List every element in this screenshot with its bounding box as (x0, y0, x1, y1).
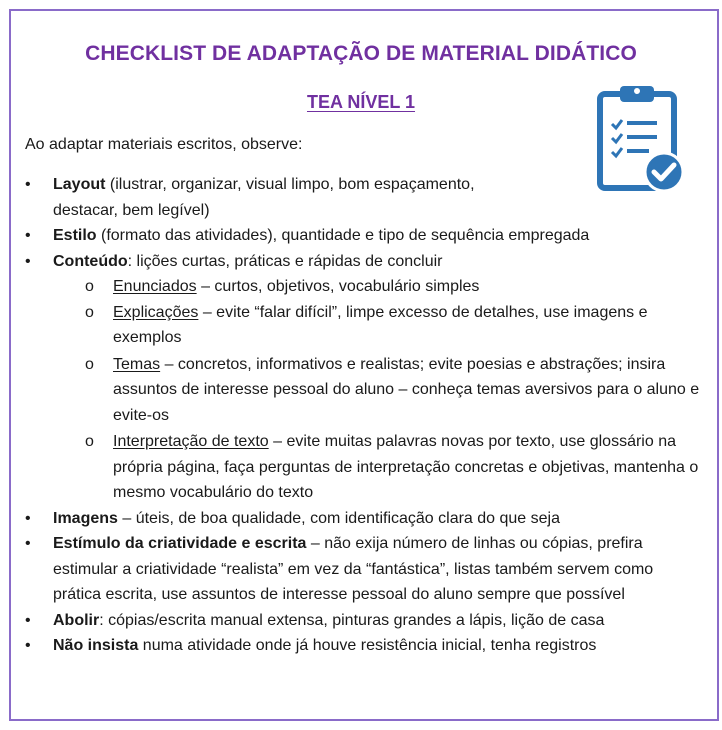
sublist-item-temas (25, 352, 705, 429)
bullet: • (25, 227, 31, 244)
item-text: : cópias/escrita manual extensa, pinturas grandes a lápis, lição de casa (99, 611, 605, 629)
sub-bullet: o (85, 303, 94, 321)
list-item-conteudo (25, 249, 705, 275)
checklist (25, 172, 705, 659)
item-term: Não insista (53, 637, 139, 654)
item-text-continued: destacar, bem legível) (53, 201, 210, 219)
sub-text: – evite “falar difícil”, limpe excesso de detalhes, use imagens e exemplos (113, 303, 648, 346)
subtitle-text: TEA NÍVEL 1 (306, 92, 416, 112)
bullet: • (25, 509, 31, 527)
sub-term: Enunciados (113, 278, 197, 295)
sub-bullet: o (85, 355, 94, 373)
sub-bullet: o (85, 278, 94, 295)
bullet: • (25, 176, 31, 193)
page-title: CHECKLIST DE ADAPTAÇÃO DE MATERIAL DIDÁTICO (85, 42, 637, 65)
intro-text: Ao adaptar materiais escritos, observe: (25, 136, 303, 153)
item-text: – não exija número de linhas ou cópias, prefira estimular a criatividade “realista” em vez da “fantástica”, listas também servem como prática escrita, use assuntos de interesse pessoal do aluno sempre que possível (53, 535, 654, 603)
list-item-abolir (25, 608, 705, 634)
sublist-item-explicacoes (25, 300, 705, 351)
sub-text: – curtos, objetivos, vocabulário simples (196, 278, 480, 295)
item-text: (formato das atividades), quantidade e tipo de sequência empregada (96, 227, 590, 244)
list-item-imagens (25, 506, 705, 532)
bullet: • (25, 637, 31, 654)
sub-text: – evite muitas palavras novas por texto, use glossário na própria página, faça perguntas de interpretação concretas e objetivas, mantenha o mesmo vocabulário do texto (113, 433, 699, 501)
item-term: Estilo (53, 227, 97, 244)
list-item-layout (25, 172, 573, 223)
sub-term: Temas (113, 355, 161, 373)
list-item-nao-insista (25, 633, 705, 659)
sub-text: – concretos, informativos e realistas; evite poesias e abstrações; insira assuntos de interesse pessoal do aluno – conheça temas aversivos para o aluno e evite-os (113, 355, 700, 424)
sublist-item-enunciados (25, 274, 705, 300)
item-term: Abolir (53, 611, 100, 629)
list-item-estimulo (25, 531, 705, 608)
item-text: (ilustrar, organizar, visual limpo, bom espaçamento, (105, 176, 475, 193)
sub-term: Explicações (113, 303, 199, 321)
item-text: numa atividade onde já houve resistência inicial, tenha registros (138, 637, 597, 654)
list-item-estilo (25, 223, 705, 249)
sublist-item-interpretacao (25, 429, 705, 506)
item-term: Imagens (53, 509, 118, 527)
bullet: • (25, 535, 31, 552)
sub-term: Interpretação de texto (113, 433, 269, 450)
item-term: Layout (53, 176, 106, 193)
bullet: • (25, 252, 31, 270)
sub-bullet: o (85, 433, 94, 450)
item-text: – úteis, de boa qualidade, com identificação clara do que seja (117, 509, 560, 527)
item-text: : lições curtas, práticas e rápidas de concluir (127, 252, 443, 270)
bullet: • (25, 611, 31, 629)
item-term: Estímulo da criatividade e escrita (53, 535, 307, 552)
item-term: Conteúdo (53, 252, 128, 270)
